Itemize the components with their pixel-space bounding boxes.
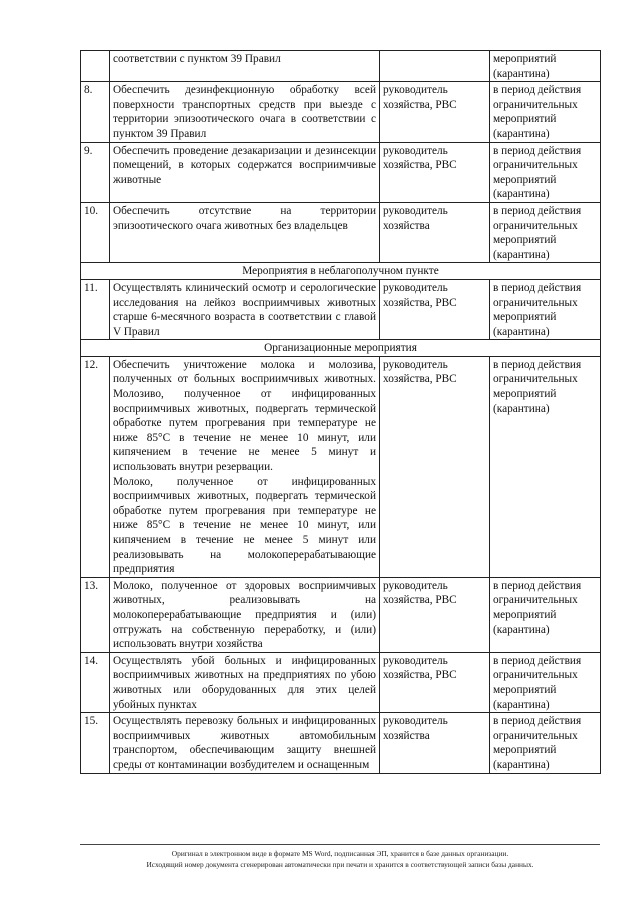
section-title: Организационные мероприятия bbox=[81, 340, 601, 357]
row-number: 8. bbox=[81, 82, 110, 142]
task-paragraph: Осуществлять убой больных и инфицированных восприимчивых животных на предприятиях по убою животных или оборудованных для этих целей убойных пунктах bbox=[113, 654, 376, 711]
table-row bbox=[81, 51, 601, 82]
task-paragraph: Осуществлять перевозку больных и инфицированных восприимчивых животных автомобильным транспортом, обеспечивающим защиту внешней среды от контаминации возбудителем и оснащенным bbox=[113, 715, 376, 771]
task-cell bbox=[110, 51, 380, 82]
task-paragraph: Осуществлять клинический осмотр и серологические исследования на лейкоз восприимчивых животных старше 6-месячного возраста в соответствии с главой V Правил bbox=[113, 281, 376, 338]
term-cell: в период действия ограничительных мероприятий (карантина) bbox=[490, 202, 601, 262]
table-row bbox=[81, 577, 601, 652]
term-cell: в период действия ограничительных мероприятий (карантина) bbox=[490, 142, 601, 202]
table-row bbox=[81, 202, 601, 262]
task-paragraph: Молоко, полученное от здоровых восприимчивых животных, реализовывать на молокоперерабатывающие предприятия и (или) отгружать на собственную переработку, и (или) использовать внутри хозяйства bbox=[113, 579, 376, 651]
task-paragraph: Обеспечить проведение дезакаризации и дезинсекции помещений, в которых содержатся восприимчивые животные bbox=[113, 144, 376, 186]
table-row bbox=[81, 713, 601, 773]
row-number: 9. bbox=[81, 142, 110, 202]
term-cell: мероприятий (карантина) bbox=[490, 51, 601, 82]
table-row bbox=[81, 652, 601, 712]
task-cell bbox=[110, 713, 380, 773]
section-header-row bbox=[81, 340, 601, 357]
footer-line-2: Исходящий номер документа сгенерирован автоматически при печати и хранится в соответствующей записи базы данных. bbox=[146, 860, 534, 869]
footer-line-1: Оригинал в электронном виде в формате MS Word, подписанная ЭП, хранится в базе данных организации. bbox=[171, 849, 509, 858]
responsible-cell: руководитель хозяйства, РВС bbox=[380, 652, 490, 712]
row-number: 14. bbox=[81, 652, 110, 712]
task-cell bbox=[110, 577, 380, 652]
term-cell: в период действия ограничительных мероприятий (карантина) bbox=[490, 82, 601, 142]
row-number: 13. bbox=[81, 577, 110, 652]
task-cell bbox=[110, 202, 380, 262]
table-row bbox=[81, 82, 601, 142]
responsible-cell: руководитель хозяйства, РВС bbox=[380, 279, 490, 339]
responsible-cell bbox=[380, 51, 490, 82]
task-paragraph: Обеспечить дезинфекционную обработку всей поверхности транспортных средств при выезде с территории эпизоотического очага в соответствии с пунктом 39 Правил bbox=[113, 84, 376, 140]
row-number: 12. bbox=[81, 356, 110, 577]
row-number: 10. bbox=[81, 202, 110, 262]
task-cell bbox=[110, 356, 380, 577]
row-number: 15. bbox=[81, 713, 110, 773]
responsible-cell: руководитель хозяйства, РВС bbox=[380, 577, 490, 652]
row-number bbox=[81, 51, 110, 82]
term-cell: в период действия ограничительных мероприятий (карантина) bbox=[490, 577, 601, 652]
term-cell: в период действия ограничительных мероприятий (карантина) bbox=[490, 356, 601, 577]
table-row bbox=[81, 356, 601, 577]
responsible-cell: руководитель хозяйства, РВС bbox=[380, 356, 490, 577]
measures-table bbox=[80, 50, 601, 774]
term-cell: в период действия ограничительных мероприятий (карантина) bbox=[490, 652, 601, 712]
task-cell bbox=[110, 82, 380, 142]
term-cell: в период действия ограничительных мероприятий (карантина) bbox=[490, 279, 601, 339]
responsible-cell: руководитель хозяйства bbox=[380, 202, 490, 262]
responsible-cell: руководитель хозяйства, РВС bbox=[380, 82, 490, 142]
section-title: Мероприятия в неблагополучном пункте bbox=[81, 263, 601, 280]
task-paragraph: Молоко, полученное от инфицированных восприимчивых животных, подвергать термической обработке путем прогревания при температуре не ниже 85°С в течение не менее 10 минут, или кипячением в течение не менее 5 минут или реализовывать на молокоперерабатывающие предприятия bbox=[113, 475, 376, 576]
task-cell bbox=[110, 279, 380, 339]
term-cell: в период действия ограничительных мероприятий (карантина) bbox=[490, 713, 601, 773]
table-row bbox=[81, 142, 601, 202]
table-row bbox=[81, 279, 601, 339]
responsible-cell: руководитель хозяйства, РВС bbox=[380, 142, 490, 202]
section-header-row bbox=[81, 263, 601, 280]
task-paragraph: соответствии с пунктом 39 Правил bbox=[113, 53, 281, 65]
row-number: 11. bbox=[81, 279, 110, 339]
task-paragraph: Обеспечить отсутствие на территории эпизоотического очага животных без владельцев bbox=[113, 204, 376, 232]
responsible-cell: руководитель хозяйства bbox=[380, 713, 490, 773]
footer-divider bbox=[80, 844, 600, 845]
task-cell bbox=[110, 652, 380, 712]
task-cell bbox=[110, 142, 380, 202]
measures-table-body bbox=[81, 51, 601, 774]
task-paragraph: Обеспечить уничтожение молока и молозива, полученных от больных восприимчивых животных. Молозиво, полученное от инфицированных восприимчивых животных, подвергать термической обработке путем прогревания при температуре не ниже 85°С в течение не менее 10 минут, или кипячением в течение не менее 5 минут и использовать внутри резервации. bbox=[113, 358, 376, 474]
